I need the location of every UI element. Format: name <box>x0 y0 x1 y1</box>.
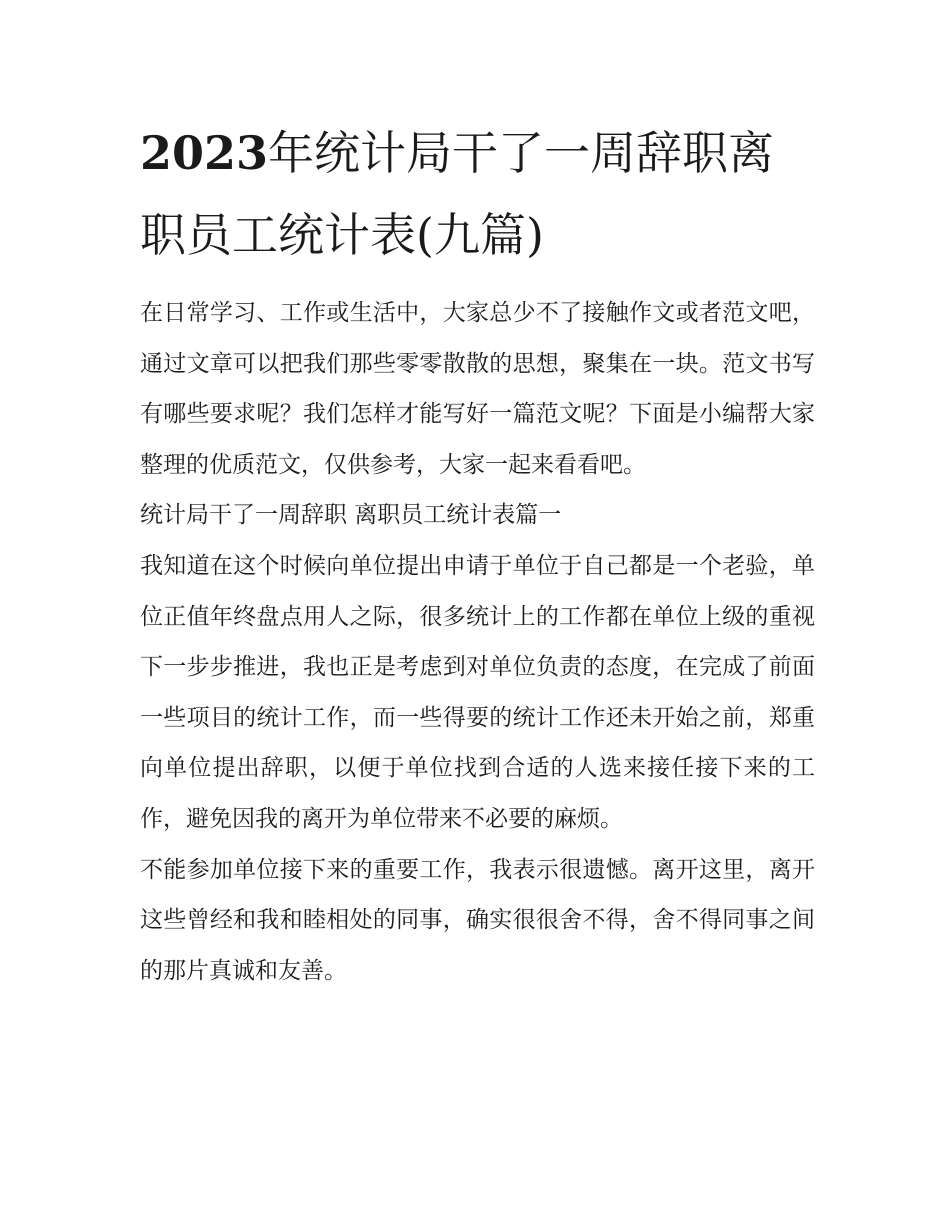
document-body <box>140 288 815 996</box>
intro-paragraph: 在日常学习、工作或生活中，大家总少不了接触作文或者范文吧，通过文章可以把我们那些零零散散的思想，聚集在一块。范文书写有哪些要求呢？我们怎样才能写好一篇范文呢？下面是小编帮大家整理的优质范文，仅供参考，大家一起来看看吧。 <box>140 300 815 478</box>
title-text: 年统计局干了一周辞职离职员工统计表(九篇) <box>140 126 775 262</box>
document-page <box>140 112 815 996</box>
document-title <box>140 112 815 276</box>
title-year: 2023 <box>140 126 269 180</box>
section-heading: 统计局干了一周辞职 离职员工统计表篇一 <box>140 502 562 529</box>
body-paragraph: 我知道在这个时候向单位提出申请于单位于自己都是一个老验，单位正值年终盘点用人之际，很多统计上的工作都在单位上级的重视下一步步推进，我也正是考虑到对单位负责的态度，在完成了前面一些项目的统计工作，而一些得要的统计工作还未开始之前，郑重向单位提出辞职，以便于单位找到合适的人选来接任接下来的工作，避免因我的离开为单位带来不必要的麻烦。 <box>140 552 815 832</box>
body-paragraph: 不能参加单位接下来的重要工作，我表示很遗憾。离开这里，离开这些曾经和我和睦相处的同事，确实很很舍不得，舍不得同事之间的那片真诚和友善。 <box>140 856 815 984</box>
